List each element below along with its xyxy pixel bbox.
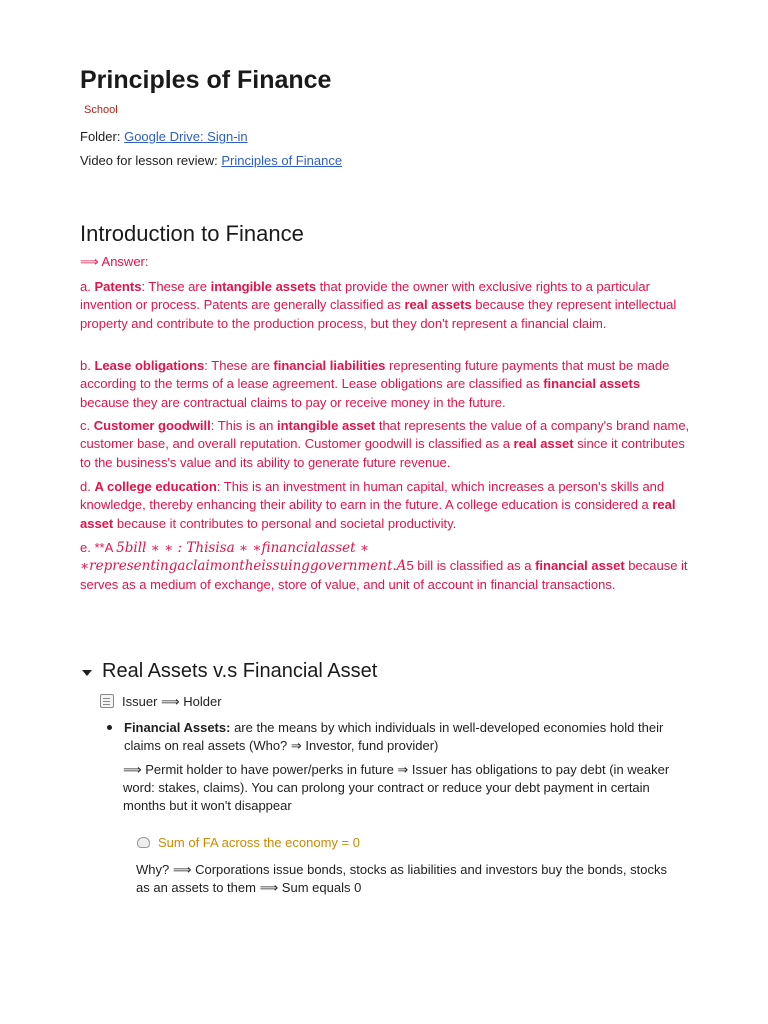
answer-d-text-1: : This is an investment in human capital, which increases a person's skills and knowledge, thereby enhancing their ability to earn in the future. A college education is considered a (80, 479, 665, 513)
issuer-holder-row (100, 694, 222, 710)
answer-d (80, 478, 692, 533)
answer-a-text-2: that provide the owner with exclusive rights to a particular invention or process. Patents are generally classified as (80, 279, 650, 313)
answer-e-prefix: e. **A (80, 540, 117, 555)
answer-a-text-1: : These are (141, 279, 211, 294)
answer-e-text-1: 5 bill is classified as a (406, 558, 536, 574)
answer-c-text-2: that represents the value of a company's brand name, customer base, and overall reputation. Customer goodwill is classified as a (80, 418, 690, 452)
tag-school[interactable]: School (84, 104, 118, 116)
answer-e-text-2: because it serves as a medium of exchange, store of value, and unit of account in financial transactions. (80, 558, 688, 592)
answer-b (80, 357, 692, 412)
answer-a-bold-1: intangible assets (210, 279, 317, 294)
answer-a (80, 278, 692, 333)
answer-b-text-3: because they are contractual claims to pay or receive money in the future. (80, 394, 506, 410)
financial-assets-detail: ⟹ Permit holder to have power/perks in future ⇒ Issuer has obligations to pay debt (in weaker word: stakes, claims). You can prolong your contract or reduce your debt payment in certain months but it won't disappear (123, 762, 670, 813)
answer-b-text-1: : These are (204, 358, 274, 373)
answer-b-prefix: b. (80, 358, 95, 373)
issuer-holder-text: Issuer ⟹ Holder (122, 694, 222, 709)
answer-a-text-3: because they represent intellectual property and contribute to the production process, but they don't represent a financial claim. (80, 297, 677, 331)
answer-b-bold-2: financial assets (543, 376, 641, 392)
folder-line (80, 129, 248, 144)
video-link[interactable]: Principles of Finance (221, 153, 343, 168)
section-heading[interactable]: Real Assets v.s Financial Asset (102, 660, 378, 682)
bullet-dot-icon (107, 725, 112, 730)
answer-b-text-2: representing future payments that must be made according to the terms of a lease agreement. Lease obligations are classified as (80, 358, 670, 392)
video-label: Video for lesson review: (80, 153, 222, 168)
page-icon (100, 694, 114, 708)
intro-heading: Introduction to Finance (80, 221, 304, 246)
answer-d-term: A college education (94, 479, 217, 494)
folder-label: Folder: (80, 129, 125, 144)
answer-a-prefix: a. (80, 279, 95, 294)
callout-title-text: Sum of FA across the economy = 0 (158, 835, 360, 850)
list-item-financial-assets (124, 719, 692, 755)
bullet-bold-label: Financial Assets: (124, 720, 231, 735)
answer-d-bold-1: real asset (80, 497, 676, 531)
answer-d-text-2: because it contributes to personal and societal productivity. (113, 515, 457, 531)
brain-icon (137, 837, 150, 848)
callout-body: Why? ⟹ Corporations issue bonds, stocks as liabilities and investors buy the bonds, stocks as an assets to them ⟹ Sum equals 0 (136, 862, 667, 895)
answer-c-text-1: : This is an (210, 418, 277, 433)
answer-d-prefix: d. (80, 479, 95, 494)
bullet-body: are the means by which individuals in well-developed economies hold their claims on real assets (Who? ⇒ Investor, fund provider) (124, 720, 664, 753)
answer-label: ⟹ Answer: (80, 254, 149, 269)
answer-c-prefix: c. (80, 418, 94, 433)
answer-c-bold-2: real asset (513, 436, 574, 452)
answer-c-bold-1: intangible asset (276, 418, 376, 433)
toggle-triangle-icon[interactable] (82, 670, 92, 676)
answer-e (80, 539, 692, 594)
folder-link[interactable]: Google Drive: Sign-in (124, 129, 248, 144)
answer-c (80, 417, 692, 472)
answer-a-term: Patents (94, 279, 142, 294)
answer-c-text-3: since it contributes to the business's value and its ability to generate future revenue. (80, 436, 685, 470)
answer-b-term: Lease obligations (94, 358, 205, 373)
answer-e-bold-1: financial asset (535, 558, 625, 574)
answer-e-math-1: 5bill ∗ ∗ : Thisisa ∗ ∗financialasset ∗ (116, 540, 370, 556)
video-line (80, 153, 342, 168)
callout-title (137, 835, 360, 850)
answer-b-bold-1: financial liabilities (273, 358, 386, 373)
page-title: Principles of Finance (80, 66, 332, 94)
answer-a-bold-2: real assets (404, 297, 472, 313)
answer-e-math-2: ∗representingaclaimontheissuinggovernment.A (80, 558, 407, 575)
answer-c-term: Customer goodwill (93, 418, 211, 433)
